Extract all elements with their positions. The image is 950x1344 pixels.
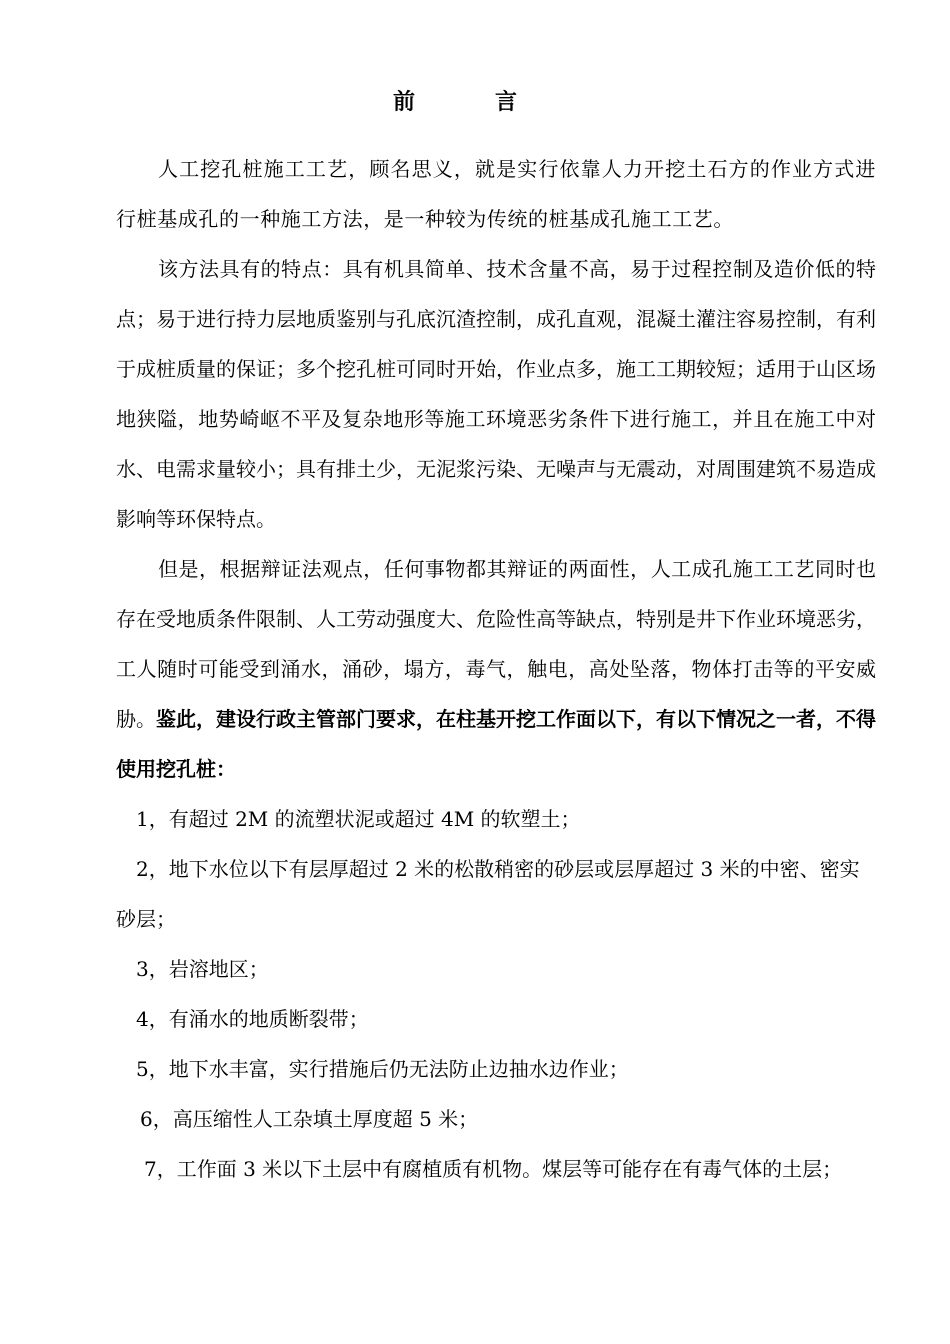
list-item-5: 5，地下水丰富，实行措施后仍无法防止边抽水边作业； — [136, 1057, 629, 1081]
title-char-2: 言 — [495, 89, 518, 115]
list-item-2: 2，地下水位以下有层厚超过 2 米的松散稍密的砂层或层厚超过 3 米的中密、密实砂层； — [116, 857, 860, 931]
list-item-4: 4，有涌水的地质断裂带； — [136, 1007, 369, 1031]
paragraph-requirement-bold: 鉴此，建设行政主管部门要求，在柱基开挖工作面以下，有以下情况之一者，不得使用挖孔桩： — [116, 707, 876, 781]
document-body — [116, 144, 876, 1194]
title-char-1: 前 — [392, 89, 415, 115]
paragraph-drawbacks-text: 但是，根据辩证法观点，任何事物都其辩证的两面性，人工成孔施工工艺同时也存在受地质条件限制、人工劳动强度大、危险性高等缺点，特别是井下作业环境恶劣，工人随时可能受到涌水，涌砂，塌方，毒气，触电，高处坠落，物体打击等的平安威胁。 — [116, 557, 876, 731]
list-item-1: 1，有超过 2M 的流塑状泥或超过 4M 的软塑土； — [136, 807, 581, 831]
list-item-3: 3，岩溶地区； — [136, 957, 269, 981]
list-item-6: 6，高压缩性人工杂填土厚度超 5 米； — [140, 1107, 479, 1131]
paragraph-intro: 人工挖孔桩施工工艺，顾名思义，就是实行依靠人力开挖土石方的作业方式进行桩基成孔的一种施工方法，是一种较为传统的桩基成孔施工工艺。 — [116, 157, 876, 231]
page-title — [0, 84, 910, 120]
paragraph-features: 该方法具有的特点：具有机具简单、技术含量不高，易于过程控制及造价低的特点；易于进行持力层地质鉴别与孔底沉渣控制，成孔直观，混凝土灌注容易控制，有利于成桩质量的保证；多个挖孔桩可同时开始，作业点多，施工工期较短；适用于山区场地狭隘，地势崎岖不平及复杂地形等施工环境恶劣条件下进行施工，并且在施工中对水、电需求量较小；具有排土少，无泥浆污染、无噪声与无震动，对周围建筑不易造成影响等环保特点。 — [116, 257, 876, 531]
list-item-7: 7，工作面 3 米以下土层中有腐植质有机物。煤层等可能存在有毒气体的土层； — [144, 1157, 843, 1181]
paragraph-drawbacks — [116, 544, 876, 794]
